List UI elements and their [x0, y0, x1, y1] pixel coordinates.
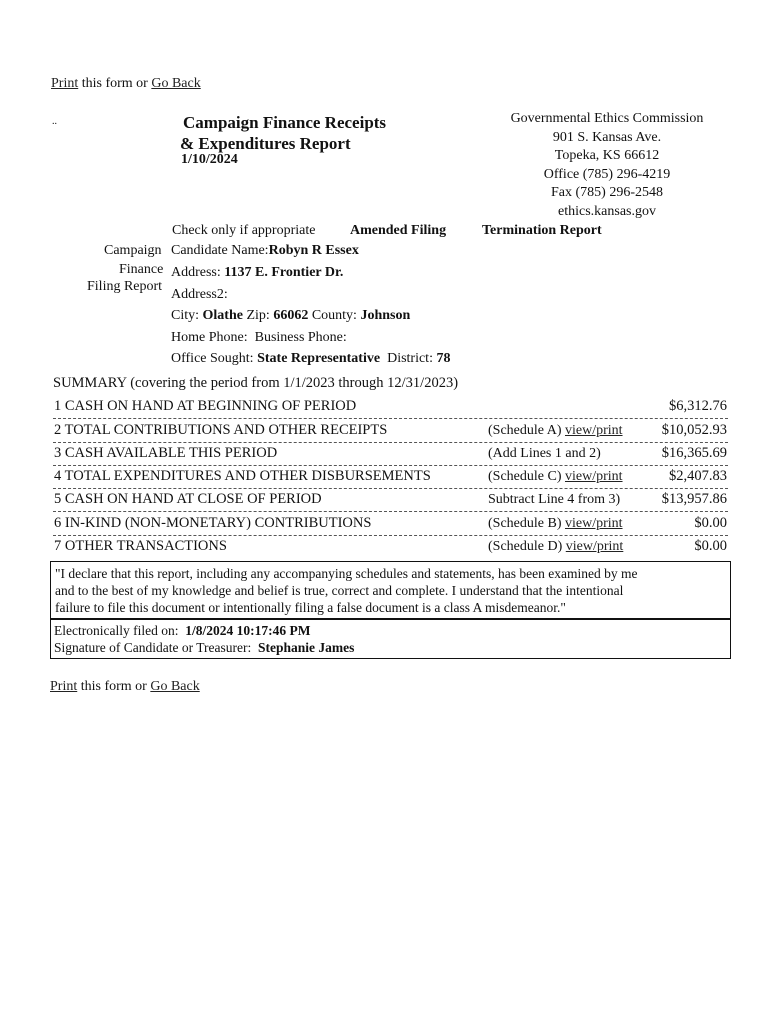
print-link[interactable]: Print — [51, 76, 79, 91]
filed-line — [54, 622, 727, 639]
side-label-filing-report: Filing Report — [87, 279, 163, 294]
nav-middle-text-bottom: this form or — [80, 679, 147, 694]
summary-row-6-schedule — [488, 516, 623, 532]
candidate-name: Robyn R Essex — [268, 243, 359, 258]
report-title-line1: Campaign Finance Receipts — [183, 113, 387, 132]
report-title-line2: & Expenditures Report — [180, 134, 351, 153]
bottom-nav — [50, 679, 200, 695]
summary-row-3-amount: $16,365.69 — [661, 445, 727, 461]
agency-name: Governmental Ethics Commission — [510, 111, 704, 126]
city-label: City: — [171, 308, 200, 323]
agency-address: 901 S. Kansas Ave. — [552, 129, 662, 145]
summary-row-5-label: 5 CASH ON HAND AT CLOSE OF PERIOD — [54, 491, 322, 507]
schedule-d-label: (Schedule D) — [488, 539, 563, 554]
schedule-a-view-print-link[interactable]: view/print — [564, 423, 623, 438]
agency-block — [477, 110, 737, 221]
city-zip-county-line — [171, 308, 410, 324]
signer-name: Stephanie James — [257, 640, 355, 655]
check-label: Check only if appropriate — [172, 223, 316, 238]
summary-row-2-schedule — [488, 423, 623, 439]
declaration-line-1: "I declare that this report, including any accompanying schedules and statements, has been examined by me — [55, 566, 638, 581]
amended-filing-option: Amended Filing — [350, 223, 447, 238]
agency-city: Topeka, KS 66612 — [554, 148, 660, 163]
nav-middle-text: this form or — [81, 76, 148, 91]
summary-row-1-label: 1 CASH ON HAND AT BEGINNING OF PERIOD — [54, 398, 357, 414]
signature-box — [50, 619, 731, 659]
candidate-city: Olathe — [202, 308, 243, 323]
office-sought: State Representative — [257, 351, 381, 366]
summary-row-7-amount: $0.00 — [694, 538, 727, 554]
summary-row-4-label: 4 TOTAL EXPENDITURES AND OTHER DISBURSEMENTS — [54, 468, 431, 484]
go-back-link-bottom[interactable]: Go Back — [150, 679, 200, 694]
district-value: 78 — [436, 351, 451, 366]
county-label: County: — [311, 308, 357, 323]
home-phone-label: Home Phone: — [171, 330, 248, 345]
declaration-box — [50, 561, 731, 619]
declaration-line-2: and to the best of my knowledge and belief is true, correct and complete. I understand that the intentional — [55, 583, 624, 598]
signer-label: Signature of Candidate or Treasurer: — [54, 640, 252, 655]
candidate-name-line — [171, 243, 359, 259]
candidate-address: 1137 E. Frontier Dr. — [224, 265, 344, 280]
schedule-a-label: (Schedule A) — [488, 423, 562, 438]
declaration-text — [51, 562, 730, 619]
office-sought-label: Office Sought: — [171, 351, 254, 366]
signer-line — [54, 639, 727, 656]
candidate-name-label: Candidate Name: — [171, 243, 269, 258]
candidate-county: Johnson — [360, 308, 411, 323]
side-label-campaign: Campaign — [104, 243, 162, 258]
summary-row-2-label: 2 TOTAL CONTRIBUTIONS AND OTHER RECEIPTS — [54, 422, 388, 438]
summary-row-5-schedule: Subtract Line 4 from 3) — [488, 492, 621, 507]
print-link-bottom[interactable]: Print — [50, 679, 78, 694]
candidate-address-line — [171, 265, 343, 281]
top-nav — [51, 76, 201, 92]
corner-mark: .. — [52, 116, 57, 127]
candidate-zip: 66062 — [273, 308, 309, 323]
district-label: District: — [387, 351, 433, 366]
go-back-link[interactable]: Go Back — [151, 76, 201, 91]
summary-row-7-label: 7 OTHER TRANSACTIONS — [54, 538, 227, 554]
summary-row-6-amount: $0.00 — [694, 515, 727, 531]
summary-row-2-amount: $10,052.93 — [661, 422, 727, 438]
summary-row-3-label: 3 CASH AVAILABLE THIS PERIOD — [54, 445, 278, 461]
report-date: 1/10/2024 — [181, 152, 238, 167]
summary-row-3-schedule: (Add Lines 1 and 2) — [488, 446, 601, 461]
agency-website: ethics.kansas.gov — [558, 203, 656, 219]
filed-timestamp: 1/8/2024 10:17:46 PM — [185, 623, 311, 638]
business-phone-label: Business Phone: — [254, 330, 347, 345]
summary-row-4-amount: $2,407.83 — [669, 468, 727, 484]
summary-row-6-label: 6 IN-KIND (NON-MONETARY) CONTRIBUTIONS — [54, 515, 372, 531]
schedule-c-view-print-link[interactable]: view/print — [564, 469, 623, 484]
agency-fax: Fax (785) 296-2548 — [551, 185, 663, 200]
filed-label: Electronically filed on: — [54, 623, 179, 638]
summary-row-1-amount: $6,312.76 — [669, 398, 727, 414]
signature-content — [51, 620, 730, 658]
schedule-b-view-print-link[interactable]: view/print — [564, 516, 623, 531]
schedule-b-label: (Schedule B) — [488, 516, 562, 531]
declaration-line-3: failure to file this document or intentionally filing a false document is a class A misdemeanor." — [55, 600, 566, 615]
zip-label: Zip: — [246, 308, 270, 323]
summary-row-5-amount: $13,957.86 — [661, 491, 727, 507]
termination-report-option: Termination Report — [482, 223, 602, 238]
summary-heading: SUMMARY (covering the period from 1/1/2023 through 12/31/2023) — [53, 375, 459, 391]
summary-row-7-schedule — [488, 539, 623, 555]
address-label: Address: — [171, 265, 221, 280]
schedule-c-label: (Schedule C) — [488, 469, 562, 484]
summary-row-4-schedule — [488, 469, 623, 485]
office-line — [171, 351, 450, 367]
side-label-finance: Finance — [119, 262, 164, 277]
schedule-d-view-print-link[interactable]: view/print — [565, 539, 624, 554]
phone-line — [171, 330, 347, 346]
agency-office-phone: Office (785) 296-4219 — [543, 166, 671, 182]
address2-label: Address2: — [171, 287, 228, 302]
